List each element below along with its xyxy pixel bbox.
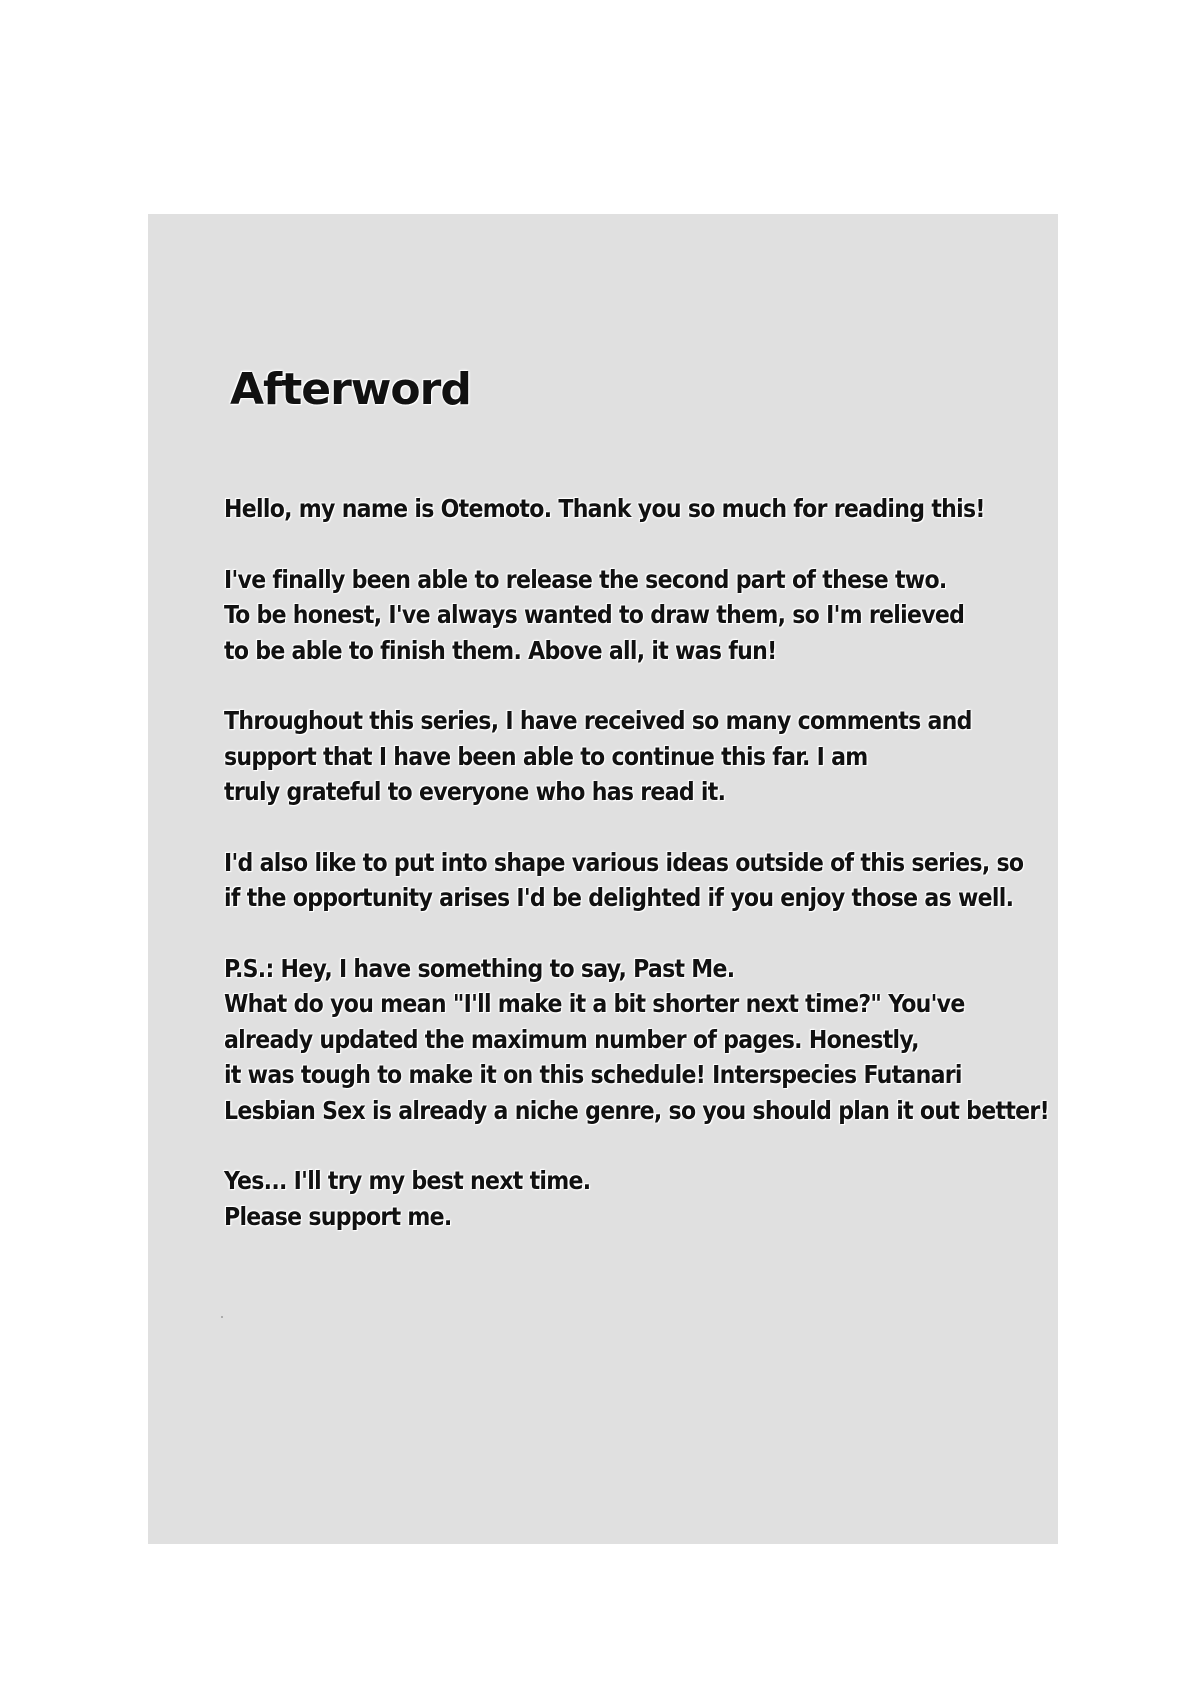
paragraph-thanks xyxy=(224,703,1024,810)
scan-speck xyxy=(221,1316,223,1318)
text-line: to be able to finish them. Above all, it was fun! xyxy=(224,635,777,665)
paragraph-future-ideas xyxy=(224,845,1024,916)
text-line: if the opportunity arises I'd be delighted if you enjoy those as well. xyxy=(224,883,1014,912)
paragraph-closing xyxy=(224,1163,1024,1234)
text-line: support that I have been able to continue this far. I am xyxy=(224,741,868,771)
text-line: already updated the maximum number of pages. Honestly, xyxy=(224,1024,919,1054)
text-line: I've finally been able to release the second part of these two. xyxy=(224,564,947,594)
text-line: Hello, my name is Otemoto. Thank you so much for reading this! xyxy=(224,494,985,523)
text-line: Throughout this series, I have received so many comments and xyxy=(224,706,972,735)
text-line: Please support me. xyxy=(224,1201,452,1231)
text-line: Lesbian Sex is already a niche genre, so you should plan it out better! xyxy=(224,1095,1049,1125)
paragraph-postscript xyxy=(224,951,1049,1129)
afterword-body xyxy=(224,491,1049,1269)
text-line: What do you mean "I'll make it a bit shorter next time?" You've xyxy=(224,989,965,1018)
afterword-panel xyxy=(148,214,1058,1544)
text-line: P.S.: Hey, I have something to say, Past Me. xyxy=(224,953,735,983)
paragraph-release xyxy=(224,562,1024,669)
text-line: I'd also like to put into shape various ideas outside of this series, so xyxy=(224,847,1024,877)
text-line: Yes... I'll try my best next time. xyxy=(224,1166,591,1195)
text-line: truly grateful to everyone who has read it. xyxy=(224,777,726,806)
text-line: it was tough to make it on this schedule! Interspecies Futanari xyxy=(224,1060,962,1089)
text-line: To be honest, I've always wanted to draw them, so I'm relieved xyxy=(224,600,965,629)
paragraph-greeting xyxy=(224,491,1024,527)
page-title: Afterword xyxy=(230,364,471,415)
